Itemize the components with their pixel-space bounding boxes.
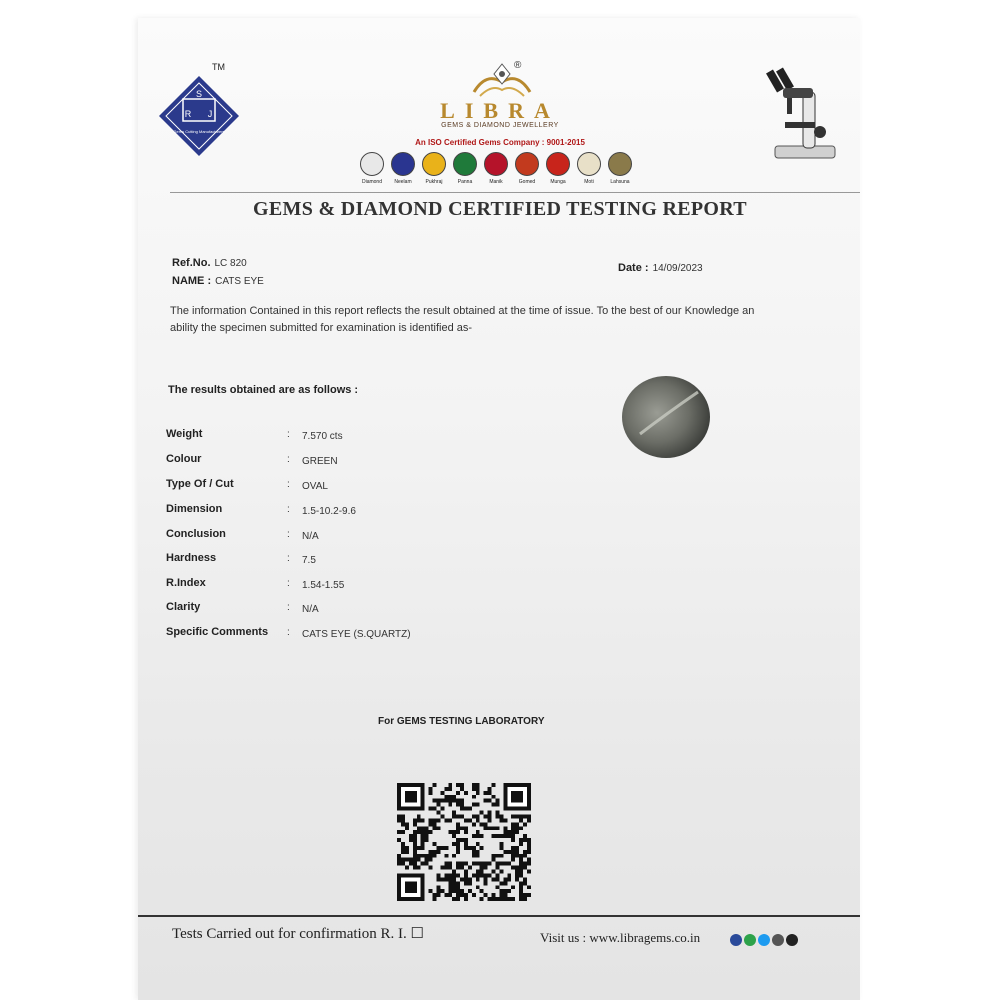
gem-item (389, 152, 417, 192)
date-label: Date : (618, 262, 649, 274)
gem-item (451, 152, 479, 192)
gem-label: Munga (550, 179, 566, 185)
result-colon: : (287, 578, 290, 589)
qr-code (396, 783, 532, 901)
result-value: OVAL (302, 481, 328, 492)
gem-item (482, 152, 510, 192)
result-label: Hardness (166, 552, 217, 564)
libra-crest-logo (470, 62, 534, 102)
result-value: 7.5 (302, 555, 316, 566)
result-label: Clarity (166, 601, 201, 613)
gem-label: Moti (584, 179, 594, 185)
footer-confirmation-text: Tests Carried out for confirmation R. I. ☐ (172, 926, 424, 942)
date-row (618, 258, 703, 276)
gem-label: Pukhraj (425, 179, 443, 185)
gem-label: Diamond (361, 179, 382, 185)
youtube-icon[interactable] (772, 934, 784, 946)
result-label: Conclusion (166, 528, 226, 540)
lab-signature-line: For GEMS TESTING LABORATORY (378, 716, 545, 727)
iso-certification: An ISO Certified Gems Company : 9001-2015 (415, 138, 585, 147)
result-value: N/A (302, 531, 319, 542)
srj-logo (158, 75, 240, 157)
facebook-icon[interactable] (730, 934, 742, 946)
result-label: Weight (166, 428, 203, 440)
gem-manik-icon (484, 152, 508, 176)
gem-label: Neelam (394, 179, 412, 185)
result-colon: : (287, 429, 290, 440)
ref-row (172, 253, 247, 271)
microscope-image (765, 62, 837, 162)
result-colon: : (287, 602, 290, 613)
gem-lahsuna-icon (608, 152, 632, 176)
svg-text:S: S (195, 89, 203, 99)
gem-item (575, 152, 603, 192)
result-value: 7.570 cts (302, 431, 343, 442)
gem-diamond-icon (360, 152, 384, 176)
whatsapp-icon[interactable] (744, 934, 756, 946)
gem-panna-icon (453, 152, 477, 176)
brand-tagline: GEMS & DIAMOND JEWELLERY (441, 122, 559, 129)
svg-text:R: R (184, 109, 192, 119)
gem-pukhraj-icon (422, 152, 446, 176)
gem-munga-icon (546, 152, 570, 176)
name-value: CATS EYE (215, 276, 264, 287)
twitter-icon[interactable] (758, 934, 770, 946)
result-value: CATS EYE (S.QUARTZ) (302, 629, 411, 640)
gem-gomed-icon (515, 152, 539, 176)
header-divider (170, 192, 860, 193)
footer-divider (138, 915, 860, 917)
gem-item (358, 152, 386, 192)
result-value: 1.54-1.55 (302, 580, 345, 591)
name-label: NAME : (172, 275, 212, 287)
ref-label: Ref.No. (172, 257, 211, 269)
instagram-icon[interactable] (786, 934, 798, 946)
ref-value: LC 820 (214, 258, 247, 269)
intro-paragraph: The information Contained in this report reflects the result obtained at the time of issue. To the best of our Knowledge an ability the specimen submitted for examination is identified as- (170, 305, 755, 334)
result-label: Dimension (166, 503, 223, 515)
result-colon: : (287, 454, 290, 465)
gem-item (420, 152, 448, 192)
result-value: GREEN (302, 456, 338, 467)
gem-label: Panna (457, 179, 473, 185)
gem-label: Manik (489, 179, 503, 185)
result-value: 1.5-10.2-9.6 (302, 506, 356, 517)
gem-item (606, 152, 634, 192)
results-heading: The results obtained are as follows : (168, 384, 359, 396)
gem-neelam-icon (391, 152, 415, 176)
result-value: N/A (302, 604, 319, 615)
result-colon: : (287, 627, 290, 638)
trademark-mark: TM (212, 62, 225, 72)
result-colon: : (287, 479, 290, 490)
registered-mark: ® (514, 60, 522, 71)
footer-website: Visit us : www.libragems.co.in (540, 930, 701, 945)
srj-caption: Gems Cutting Manufacturers (173, 129, 225, 134)
gem-strip (358, 152, 648, 192)
result-colon: : (287, 504, 290, 515)
gem-item (513, 152, 541, 192)
result-label: Specific Comments (166, 626, 269, 638)
gem-label: Lahsuna (610, 179, 630, 185)
cats-eye-stone-image (620, 374, 712, 460)
date-value: 14/09/2023 (652, 263, 703, 274)
gem-label: Gomed (518, 179, 536, 185)
social-icons (730, 934, 798, 946)
gem-item (544, 152, 572, 192)
svg-text:J: J (207, 109, 213, 119)
brand-name: LIBRA (440, 98, 560, 123)
report-title: GEMS & DIAMOND CERTIFIED TESTING REPORT (253, 198, 747, 220)
result-label: Type Of / Cut (166, 478, 234, 490)
name-row (172, 271, 264, 289)
result-colon: : (287, 553, 290, 564)
result-colon: : (287, 529, 290, 540)
result-label: Colour (166, 453, 202, 465)
result-label: R.Index (166, 577, 206, 589)
gem-moti-icon (577, 152, 601, 176)
